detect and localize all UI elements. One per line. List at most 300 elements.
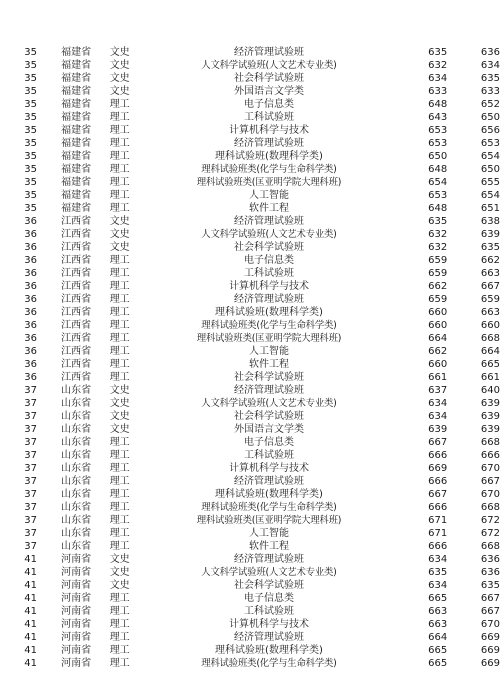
major-cell [152, 254, 386, 267]
subject-type-cell: 文史 [109, 580, 130, 591]
province-cell: 河南省 [61, 580, 92, 591]
province-code-cell: 35 [24, 47, 37, 58]
subject-type-cell: 理工 [109, 593, 130, 604]
score-a-cell: 661 [428, 372, 448, 383]
major-cell [152, 475, 386, 488]
province-code-cell: 37 [24, 515, 37, 526]
subject-type-cell: 理工 [109, 437, 130, 448]
major-label: 人文科学试验班(人文艺术专业类) [201, 567, 337, 578]
table-row [0, 202, 500, 215]
major-cell [152, 46, 386, 59]
province-cell: 福建省 [61, 151, 92, 162]
subject-type-cell: 理工 [109, 112, 130, 123]
subject-type-cell: 文史 [109, 73, 130, 84]
major-label: 经济管理试验班 [233, 476, 304, 487]
table-row [0, 163, 500, 176]
score-b-cell: 666 [480, 450, 500, 461]
province-code-cell: 37 [24, 437, 37, 448]
score-b-cell: 672 [480, 515, 500, 526]
score-table-body [0, 46, 500, 670]
major-cell [152, 176, 386, 189]
score-b-cell: 655 [480, 177, 500, 188]
major-label: 理科试验班类(化学与生命科学类) [201, 502, 337, 513]
major-label: 经济管理试验班 [233, 385, 304, 396]
subject-type-cell: 文史 [109, 229, 130, 240]
province-cell: 江西省 [61, 281, 92, 292]
major-label: 计算机科学与技术 [228, 463, 309, 474]
table-row [0, 462, 500, 475]
admission-score-table [0, 46, 500, 670]
province-code-cell: 35 [24, 151, 37, 162]
score-a-cell: 634 [428, 73, 448, 84]
table-row [0, 618, 500, 631]
province-cell: 福建省 [61, 73, 92, 84]
province-cell: 河南省 [61, 645, 92, 656]
score-a-cell: 666 [428, 502, 448, 513]
table-row [0, 293, 500, 306]
score-a-cell: 665 [428, 658, 448, 669]
major-label: 电子信息类 [243, 255, 294, 266]
score-b-cell: 639 [480, 424, 500, 435]
score-b-cell: 650 [480, 164, 500, 175]
table-row [0, 228, 500, 241]
table-row [0, 605, 500, 618]
major-label: 理科试验班(数理科学类) [215, 151, 323, 162]
subject-type-cell: 理工 [109, 476, 130, 487]
major-label: 理科试验班类(化学与生命科学类) [201, 658, 337, 669]
major-cell [152, 514, 386, 527]
score-b-cell: 669 [480, 632, 500, 643]
subject-type-cell: 理工 [109, 463, 130, 474]
score-a-cell: 659 [428, 294, 448, 305]
province-code-cell: 37 [24, 385, 37, 396]
major-label: 理科试验班(数理科学类) [215, 645, 323, 656]
subject-type-cell: 理工 [109, 606, 130, 617]
province-code-cell: 36 [24, 346, 37, 357]
table-row [0, 657, 500, 670]
subject-type-cell: 理工 [109, 151, 130, 162]
major-label: 软件工程 [248, 203, 289, 214]
subject-type-cell: 文史 [109, 47, 130, 58]
subject-type-cell: 理工 [109, 294, 130, 305]
score-b-cell: 659 [480, 294, 500, 305]
major-cell [152, 566, 386, 579]
subject-type-cell: 文史 [109, 424, 130, 435]
province-cell: 江西省 [61, 268, 92, 279]
score-a-cell: 666 [428, 450, 448, 461]
major-label: 理科试验班类(化学与生命科学类) [201, 320, 337, 331]
province-code-cell: 36 [24, 255, 37, 266]
province-cell: 江西省 [61, 229, 92, 240]
score-b-cell: 638 [480, 216, 500, 227]
subject-type-cell: 理工 [109, 541, 130, 552]
score-b-cell: 636 [480, 47, 500, 58]
subject-type-cell: 理工 [109, 203, 130, 214]
score-a-cell: 666 [428, 476, 448, 487]
province-cell: 福建省 [61, 125, 92, 136]
table-row [0, 592, 500, 605]
province-cell: 江西省 [61, 242, 92, 253]
province-cell: 福建省 [61, 86, 92, 97]
province-code-cell: 37 [24, 411, 37, 422]
table-row [0, 566, 500, 579]
province-cell: 江西省 [61, 320, 92, 331]
major-label: 理科试验班类(匡亚明学院大理科班) [196, 177, 342, 188]
province-cell: 河南省 [61, 593, 92, 604]
major-cell [152, 215, 386, 228]
score-b-cell: 652 [480, 99, 500, 110]
province-cell: 福建省 [61, 177, 92, 188]
province-code-cell: 35 [24, 138, 37, 149]
table-row [0, 332, 500, 345]
major-label: 人文科学试验班(人文艺术专业类) [201, 229, 337, 240]
subject-type-cell: 文史 [109, 411, 130, 422]
province-code-cell: 36 [24, 281, 37, 292]
major-cell [152, 410, 386, 423]
subject-type-cell: 文史 [109, 60, 130, 71]
table-row [0, 501, 500, 514]
province-code-cell: 36 [24, 268, 37, 279]
score-b-cell: 667 [480, 476, 500, 487]
major-label: 工科试验班 [243, 450, 294, 461]
score-a-cell: 664 [428, 333, 448, 344]
score-a-cell: 671 [428, 515, 448, 526]
major-cell [152, 124, 386, 137]
province-code-cell: 37 [24, 463, 37, 474]
major-label: 经济管理试验班 [233, 138, 304, 149]
table-row [0, 111, 500, 124]
province-code-cell: 41 [24, 645, 37, 656]
score-a-cell: 667 [428, 437, 448, 448]
score-b-cell: 639 [480, 398, 500, 409]
province-cell: 福建省 [61, 190, 92, 201]
score-b-cell: 663 [480, 268, 500, 279]
province-cell: 江西省 [61, 359, 92, 370]
major-cell [152, 592, 386, 605]
province-code-cell: 37 [24, 450, 37, 461]
score-a-cell: 662 [428, 346, 448, 357]
province-cell: 山东省 [61, 450, 92, 461]
score-b-cell: 636 [480, 567, 500, 578]
major-cell [152, 579, 386, 592]
major-label: 计算机科学与技术 [228, 281, 309, 292]
score-a-cell: 632 [428, 60, 448, 71]
major-label: 经济管理试验班 [233, 294, 304, 305]
major-label: 经济管理试验班 [233, 632, 304, 643]
table-row [0, 267, 500, 280]
subject-type-cell: 理工 [109, 502, 130, 513]
major-label: 人工智能 [248, 346, 289, 357]
province-code-cell: 37 [24, 424, 37, 435]
score-b-cell: 667 [480, 606, 500, 617]
score-a-cell: 632 [428, 229, 448, 240]
score-a-cell: 635 [428, 47, 448, 58]
score-b-cell: 639 [480, 229, 500, 240]
score-a-cell: 633 [428, 86, 448, 97]
score-a-cell: 659 [428, 255, 448, 266]
subject-type-cell: 理工 [109, 333, 130, 344]
major-cell [152, 488, 386, 501]
province-code-cell: 35 [24, 190, 37, 201]
major-label: 外国语言文学类 [233, 86, 304, 97]
score-a-cell: 653 [428, 138, 448, 149]
major-cell [152, 241, 386, 254]
major-label: 人文科学试验班(人文艺术专业类) [201, 398, 337, 409]
score-b-cell: 664 [480, 346, 500, 357]
table-row [0, 410, 500, 423]
province-cell: 江西省 [61, 372, 92, 383]
province-code-cell: 37 [24, 541, 37, 552]
province-cell: 江西省 [61, 255, 92, 266]
score-a-cell: 667 [428, 489, 448, 500]
score-b-cell: 668 [480, 541, 500, 552]
province-code-cell: 36 [24, 320, 37, 331]
subject-type-cell: 理工 [109, 515, 130, 526]
major-cell [152, 618, 386, 631]
score-b-cell: 663 [480, 307, 500, 318]
score-b-cell: 651 [480, 203, 500, 214]
table-row [0, 488, 500, 501]
table-row [0, 59, 500, 72]
table-row [0, 514, 500, 527]
subject-type-cell: 文史 [109, 242, 130, 253]
province-cell: 福建省 [61, 112, 92, 123]
table-row [0, 579, 500, 592]
province-code-cell: 35 [24, 60, 37, 71]
major-cell [152, 189, 386, 202]
province-cell: 山东省 [61, 398, 92, 409]
score-a-cell: 632 [428, 242, 448, 253]
score-b-cell: 654 [480, 151, 500, 162]
major-cell [152, 371, 386, 384]
province-code-cell: 37 [24, 398, 37, 409]
province-code-cell: 35 [24, 73, 37, 84]
subject-type-cell: 理工 [109, 190, 130, 201]
major-cell [152, 85, 386, 98]
subject-type-cell: 理工 [109, 372, 130, 383]
major-label: 理科试验班类(匡亚明学院大理科班) [196, 515, 342, 526]
table-row [0, 137, 500, 150]
major-cell [152, 150, 386, 163]
province-cell: 福建省 [61, 99, 92, 110]
major-cell [152, 345, 386, 358]
major-cell [152, 228, 386, 241]
subject-type-cell: 理工 [109, 528, 130, 539]
province-cell: 山东省 [61, 541, 92, 552]
table-row [0, 644, 500, 657]
table-row [0, 449, 500, 462]
major-cell [152, 657, 386, 670]
province-cell: 山东省 [61, 437, 92, 448]
province-cell: 山东省 [61, 463, 92, 474]
score-b-cell: 670 [480, 489, 500, 500]
subject-type-cell: 理工 [109, 658, 130, 669]
subject-type-cell: 理工 [109, 138, 130, 149]
subject-type-cell: 理工 [109, 268, 130, 279]
subject-type-cell: 理工 [109, 320, 130, 331]
subject-type-cell: 理工 [109, 177, 130, 188]
score-a-cell: 663 [428, 619, 448, 630]
score-a-cell: 665 [428, 645, 448, 656]
table-row [0, 150, 500, 163]
table-row [0, 631, 500, 644]
major-label: 软件工程 [248, 359, 289, 370]
province-cell: 河南省 [61, 658, 92, 669]
table-row [0, 319, 500, 332]
major-label: 社会科学试验班 [233, 411, 304, 422]
province-code-cell: 36 [24, 216, 37, 227]
province-cell: 山东省 [61, 528, 92, 539]
score-b-cell: 635 [480, 580, 500, 591]
subject-type-cell: 理工 [109, 450, 130, 461]
province-code-cell: 37 [24, 528, 37, 539]
major-cell [152, 358, 386, 371]
major-cell [152, 137, 386, 150]
major-cell [152, 202, 386, 215]
subject-type-cell: 文史 [109, 216, 130, 227]
province-cell: 福建省 [61, 164, 92, 175]
table-row [0, 72, 500, 85]
score-b-cell: 654 [480, 190, 500, 201]
score-a-cell: 643 [428, 112, 448, 123]
table-row [0, 280, 500, 293]
table-row [0, 345, 500, 358]
score-b-cell: 633 [480, 86, 500, 97]
subject-type-cell: 理工 [109, 255, 130, 266]
major-label: 电子信息类 [243, 593, 294, 604]
score-b-cell: 650 [480, 112, 500, 123]
province-code-cell: 35 [24, 86, 37, 97]
province-cell: 山东省 [61, 476, 92, 487]
major-label: 社会科学试验班 [233, 580, 304, 591]
score-a-cell: 634 [428, 398, 448, 409]
major-label: 计算机科学与技术 [228, 619, 309, 630]
score-a-cell: 659 [428, 268, 448, 279]
score-b-cell: 634 [480, 60, 500, 71]
score-b-cell: 640 [480, 385, 500, 396]
score-b-cell: 661 [480, 372, 500, 383]
major-label: 经济管理试验班 [233, 47, 304, 58]
score-a-cell: 671 [428, 528, 448, 539]
table-row [0, 436, 500, 449]
subject-type-cell: 理工 [109, 164, 130, 175]
score-b-cell: 656 [480, 125, 500, 136]
score-b-cell: 667 [480, 593, 500, 604]
province-code-cell: 37 [24, 489, 37, 500]
score-b-cell: 667 [480, 281, 500, 292]
subject-type-cell: 理工 [109, 632, 130, 643]
table-row [0, 540, 500, 553]
major-label: 电子信息类 [243, 99, 294, 110]
subject-type-cell: 文史 [109, 86, 130, 97]
major-label: 人工智能 [248, 190, 289, 201]
table-row [0, 176, 500, 189]
province-code-cell: 37 [24, 502, 37, 513]
province-code-cell: 35 [24, 99, 37, 110]
score-b-cell: 669 [480, 645, 500, 656]
table-row [0, 98, 500, 111]
table-row [0, 384, 500, 397]
province-code-cell: 36 [24, 294, 37, 305]
province-code-cell: 36 [24, 359, 37, 370]
major-cell [152, 449, 386, 462]
major-label: 工科试验班 [243, 268, 294, 279]
province-code-cell: 36 [24, 242, 37, 253]
score-a-cell: 635 [428, 567, 448, 578]
major-cell [152, 605, 386, 618]
score-a-cell: 639 [428, 424, 448, 435]
province-code-cell: 41 [24, 567, 37, 578]
score-a-cell: 653 [428, 190, 448, 201]
major-label: 工科试验班 [243, 112, 294, 123]
score-a-cell: 664 [428, 632, 448, 643]
major-cell [152, 540, 386, 553]
table-row [0, 124, 500, 137]
subject-type-cell: 理工 [109, 619, 130, 630]
score-a-cell: 660 [428, 359, 448, 370]
province-cell: 福建省 [61, 47, 92, 58]
major-label: 理科试验班类(化学与生命科学类) [201, 164, 337, 175]
subject-type-cell: 文史 [109, 554, 130, 565]
major-cell [152, 501, 386, 514]
table-row [0, 358, 500, 371]
subject-type-cell: 理工 [109, 281, 130, 292]
score-b-cell: 665 [480, 359, 500, 370]
subject-type-cell: 理工 [109, 125, 130, 136]
province-code-cell: 36 [24, 229, 37, 240]
major-label: 软件工程 [248, 541, 289, 552]
major-label: 社会科学试验班 [233, 73, 304, 84]
score-b-cell: 635 [480, 73, 500, 84]
table-row [0, 423, 500, 436]
province-code-cell: 35 [24, 177, 37, 188]
major-label: 经济管理试验班 [233, 216, 304, 227]
major-cell [152, 319, 386, 332]
table-row [0, 397, 500, 410]
province-code-cell: 41 [24, 593, 37, 604]
major-label: 计算机科学与技术 [228, 125, 309, 136]
major-cell [152, 436, 386, 449]
major-cell [152, 59, 386, 72]
table-row [0, 371, 500, 384]
major-cell [152, 423, 386, 436]
major-label: 工科试验班 [243, 606, 294, 617]
score-b-cell: 662 [480, 255, 500, 266]
table-row [0, 475, 500, 488]
score-a-cell: 660 [428, 307, 448, 318]
major-cell [152, 332, 386, 345]
province-code-cell: 35 [24, 125, 37, 136]
major-cell [152, 267, 386, 280]
province-cell: 山东省 [61, 411, 92, 422]
province-code-cell: 37 [24, 476, 37, 487]
score-b-cell: 639 [480, 411, 500, 422]
score-a-cell: 653 [428, 125, 448, 136]
score-a-cell: 648 [428, 99, 448, 110]
subject-type-cell: 文史 [109, 567, 130, 578]
major-label: 外国语言文学类 [233, 424, 304, 435]
major-label: 理科试验班(数理科学类) [215, 489, 323, 500]
score-a-cell: 637 [428, 385, 448, 396]
province-cell: 山东省 [61, 385, 92, 396]
province-code-cell: 41 [24, 580, 37, 591]
table-row [0, 241, 500, 254]
province-cell: 山东省 [61, 424, 92, 435]
score-a-cell: 660 [428, 320, 448, 331]
province-code-cell: 41 [24, 619, 37, 630]
province-cell: 江西省 [61, 307, 92, 318]
major-cell [152, 631, 386, 644]
